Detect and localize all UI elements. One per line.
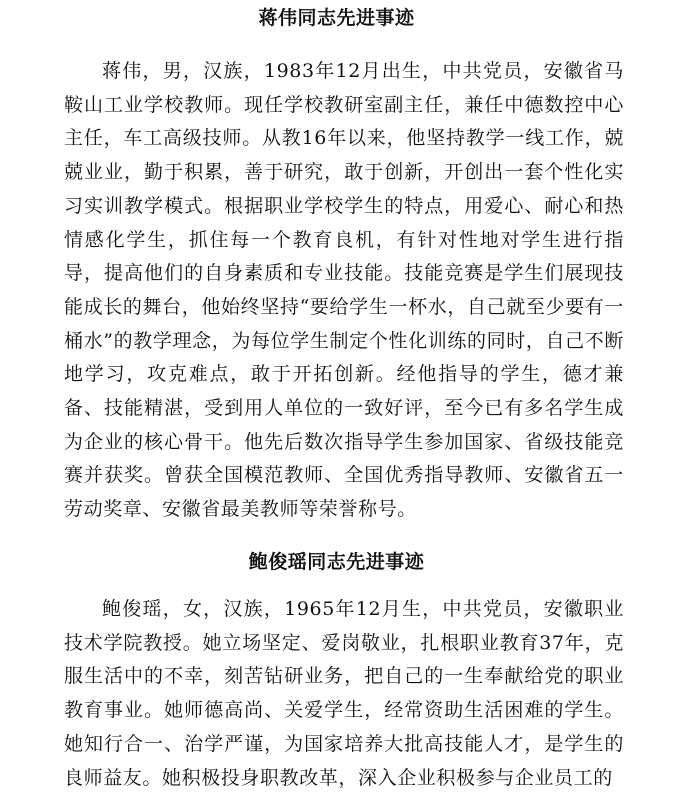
section-body-paragraph: 鲍俊瑶，女，汉族，1965年12月生，中共党员，安徽职业技术学院教授。她立场坚定、爱岗敬业，扎根职业教育37年，克服生活中的不幸，刻苦钻研业务，把自己的一生奉献给党的职业教育事业。她师德高尚、关爱学生，经常资助生活困难的学生。她知行合一、治学严谨，为国家培养大批高技能人才，是学生的良师益友。她积极投身职教改革，深入企业积极参与企业员工的 [64, 598, 624, 789]
section-jiang-wei [0, 4, 673, 521]
section-title: 鲍俊瑶同志先进事迹 [248, 551, 425, 573]
section-body-paragraph: 蒋伟，男，汉族，1983年12月出生，中共党员，安徽省马鞍山工业学校教师。现任学校教研室副主任，兼任中德数控中心主任，车工高级技师。从教16年以来，他坚持教学一线工作，兢兢业业，勤于积累，善于研究，敢于创新，开创出一套个性化实习实训教学模式。根据职业学校学生的特点，用爱心、耐心和热情感化学生，抓住每一个教育良机，有针对性地对学生进行指导，提高他们的自身素质和专业技能。技能竞赛是学生们展现技能成长的舞台，他始终坚持“要给学生一杯水，自己就至少要有一桶水”的教学理念，为每位学生制定个性化训练的同时，自己不断地学习，攻克难点，敢于开拓创新。经他指导的学生，德才兼备、技能精湛，受到用人单位的一致好评，至今已有多名学生成为企业的核心骨干。他先后数次指导学生参加国家、省级技能竞赛并获奖。曾获全国模范教师、全国优秀指导教师、安徽省五一劳动奖章、安徽省最美教师等荣誉称号。 [64, 60, 624, 521]
section-title: 蒋伟同志先进事迹 [258, 7, 415, 29]
section-bao-junyao [0, 548, 673, 789]
